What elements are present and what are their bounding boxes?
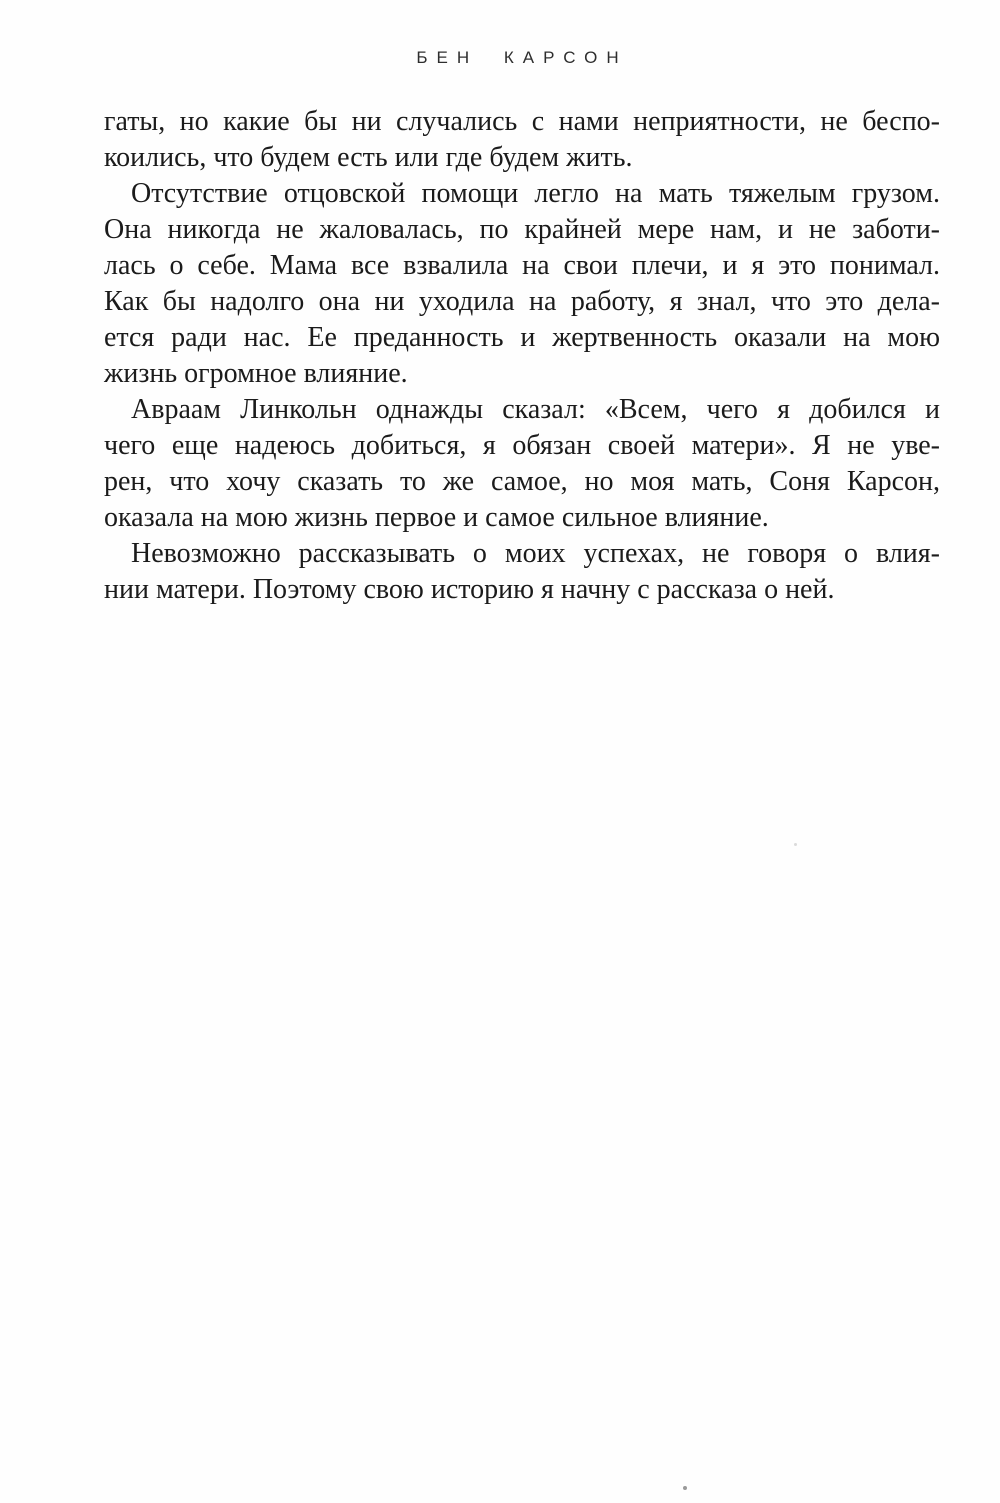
text-line: ется ради нас. Ее преданность и жертвенность оказали на мою (104, 322, 940, 353)
text-line: чего еще надеюсь добиться, я обязан своей матери». Я не уве- (104, 430, 940, 461)
scan-speck (794, 843, 797, 846)
text-line: Как бы надолго она ни уходила на работу, я знал, что это дела- (104, 286, 940, 317)
text-line: нии матери. Поэтому свою историю я начну с рассказа о ней. (104, 574, 835, 605)
text-line: Отсутствие отцовской помощи легло на мать тяжелым грузом. (131, 178, 940, 209)
text-line: коились, что будем есть или где будем жить. (104, 142, 633, 173)
scan-speck (683, 1486, 687, 1490)
text-line: оказала на мою жизнь первое и самое сильное влияние. (104, 502, 769, 533)
body-text-block (104, 104, 940, 608)
text-line: гаты, но какие бы ни случались с нами неприятности, не беспо- (104, 106, 940, 137)
text-line: Невозможно рассказывать о моих успехах, не говоря о влия- (131, 538, 940, 569)
text-line: Авраам Линкольн однажды сказал: «Всем, чего я добился и (131, 394, 940, 425)
running-header-title: БЕН КАРСОН (416, 48, 628, 67)
text-line: Она никогда не жаловалась, по крайней мере нам, и не заботи- (104, 214, 940, 245)
text-line: рен, что хочу сказать то же самое, но моя мать, Соня Карсон, (104, 466, 940, 497)
text-line: лась о себе. Мама все взвалила на свои плечи, и я это понимал. (104, 250, 940, 281)
text-line: жизнь огромное влияние. (104, 358, 408, 389)
